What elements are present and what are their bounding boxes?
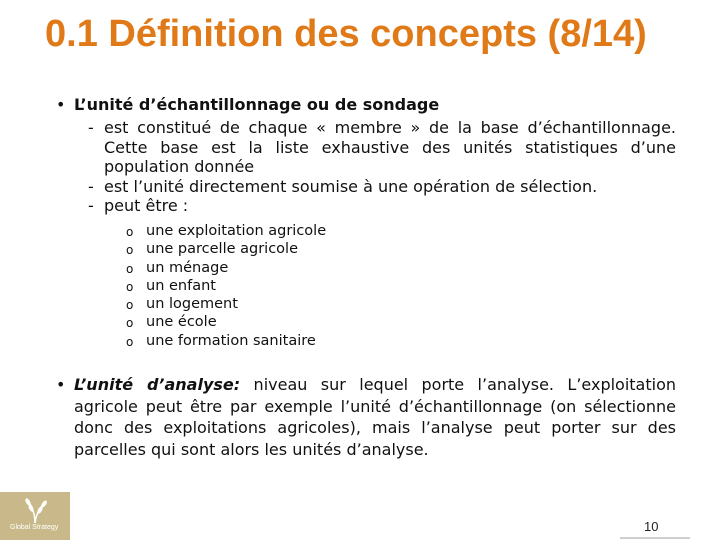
global-strategy-logo: [0, 492, 70, 540]
example-text: une parcelle agricole: [146, 241, 298, 258]
example-text: un enfant: [146, 277, 216, 294]
circle-marker: o: [126, 316, 134, 331]
circle-marker: o: [126, 298, 134, 313]
page-number: 10: [644, 519, 659, 534]
analysis-unit-paragraph: [74, 374, 676, 460]
definition-text: est constitué de chaque « membre » de la base d’échantillonnage. Cette base est la liste exhaustive des unités statistiques d’une population donnée: [104, 118, 676, 176]
example-item: [126, 259, 426, 277]
definition-text: peut être :: [104, 196, 189, 215]
circle-marker: o: [126, 225, 134, 239]
analysis-unit-term: L’unité d’analyse:: [74, 375, 241, 394]
example-text: une exploitation agricole: [146, 223, 327, 239]
sampling-unit-examples: [126, 222, 426, 350]
definition-item: [88, 196, 676, 216]
bullet-analysis-unit: [56, 374, 676, 460]
example-text: un ménage: [146, 259, 229, 276]
example-item: [126, 295, 426, 313]
definition-item: [88, 118, 676, 177]
dash-marker: -: [88, 176, 94, 196]
sampling-unit-heading: L’unité d’échantillonnage ou de sondage: [74, 95, 440, 114]
example-text: une formation sanitaire: [146, 332, 316, 349]
logo-text: Global Strategy: [10, 524, 59, 531]
circle-marker: o: [126, 279, 134, 294]
example-item: [126, 240, 426, 258]
circle-marker: o: [126, 243, 134, 258]
page-number-underline: [620, 537, 690, 539]
bullet-marker: •: [56, 375, 66, 394]
example-item: [126, 332, 426, 350]
sampling-unit-definitions: [88, 118, 676, 216]
example-item: [126, 277, 426, 295]
dash-marker: -: [88, 196, 94, 215]
slide-title: 0.1 Définition des concepts (8/14): [45, 13, 647, 55]
definition-item: [88, 177, 676, 197]
circle-marker: o: [126, 334, 134, 349]
analysis-unit-text: niveau sur lequel porte l’analyse. L’exploitation agricole peut être par exemple l’unité d’échantillonnage (on sélectionne donc des exploitations agricoles), mais l’analyse peut porter sur des parcelles qui sont alors les unités d’analyse.: [74, 375, 677, 459]
example-text: un logement: [146, 296, 238, 313]
wheat-icon: [18, 496, 52, 524]
example-item: [126, 313, 426, 331]
dash-marker: -: [88, 118, 94, 137]
bullet-marker: •: [56, 95, 66, 114]
definition-text: est l’unité directement soumise à une opération de sélection.: [104, 176, 598, 196]
example-text: une école: [146, 314, 217, 331]
example-item: [126, 222, 426, 240]
circle-marker: o: [126, 261, 134, 276]
